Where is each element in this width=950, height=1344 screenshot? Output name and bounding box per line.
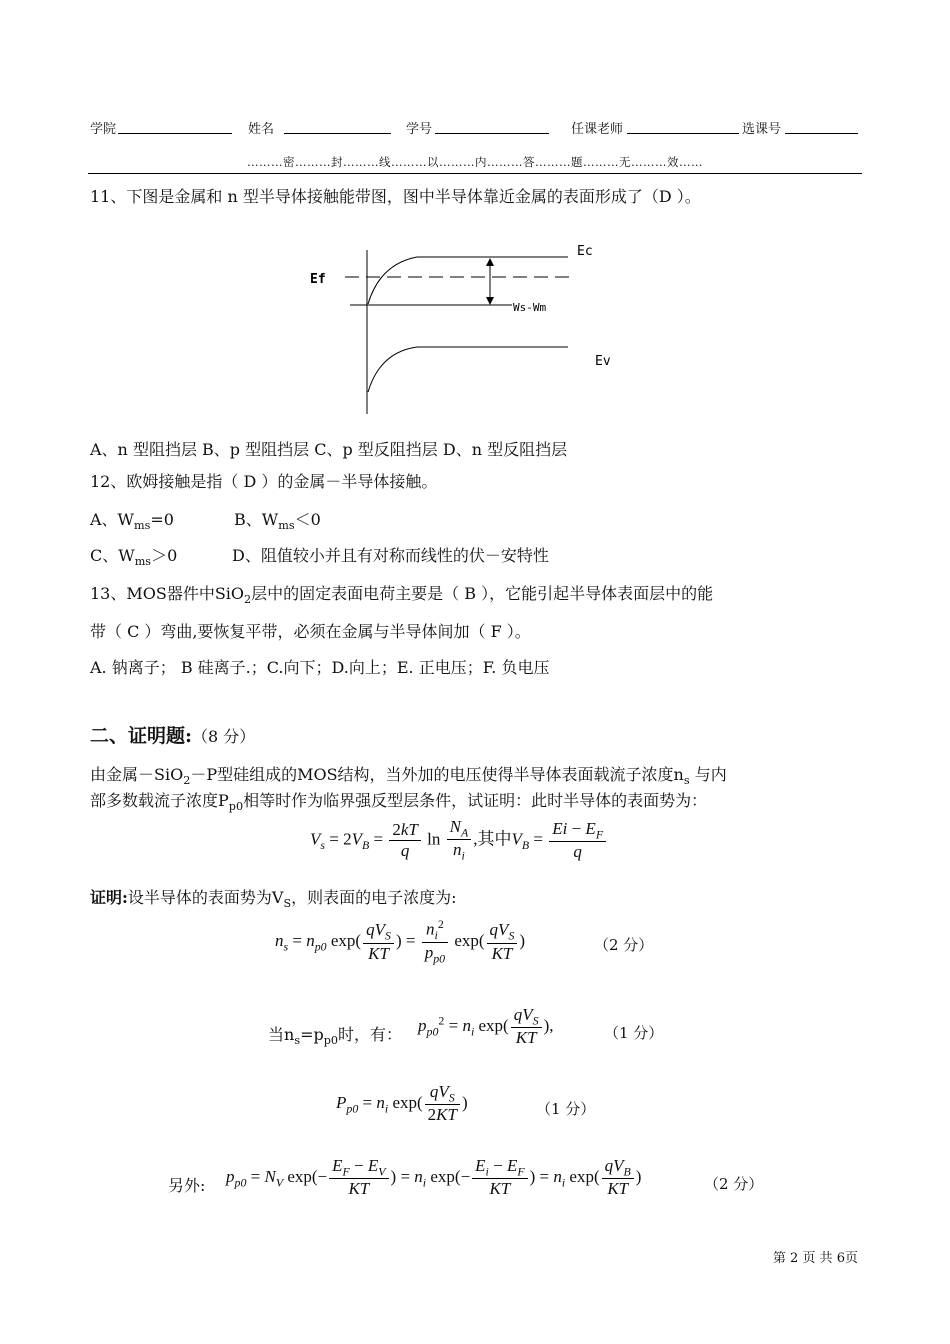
ec-label: Ec — [577, 244, 593, 259]
q13-line2: 带（ C ）弯曲,要恢复平带，必须在金属与半导体间加（ F ）。 — [90, 622, 531, 641]
seal-line: ………密………封………线………以………内………答………题………无………效…… — [247, 155, 703, 169]
score-2: （1 分） — [604, 1024, 664, 1042]
college-field — [118, 133, 232, 134]
condition-text: 当$n_s=p_{p0}$时，有： — [268, 1025, 403, 1048]
student-id-label: 学号 — [406, 122, 433, 137]
surface-potential-formula: $V_s = 2V_B$ = $\frac{2kT}{q}$ ln $\frac{N_A}{n_i}$ ,其中$V_B$ = $\frac{Ei - E_F}{q}$ — [310, 818, 608, 864]
electron-density-formula: $n_s = n_{p0}$ exp( $\frac{qV_S}{KT}$ ) = $\frac{n_i^2}{p_{p0}}$ exp( $\frac{qV_S}{KT}$ ) — [275, 917, 526, 966]
header-rule — [88, 173, 862, 174]
student-id-field — [435, 133, 549, 134]
q12-option-c: C、$W_{ms}>0$ — [90, 546, 178, 569]
section2-intro-2: 部多数载流子浓度$P_{p0}$相等时作为临界强反型层条件，试证明：此时半导体的表面势为： — [90, 791, 708, 814]
page-footer: 第 2 页 共 6页 — [772, 1251, 858, 1266]
teacher-field — [627, 133, 739, 134]
section2-intro-1: 由金属－SiO$_2$－P型硅组成的MOS结构，当外加的电压使得半导体表面载流子浓度$n_s$ 与内 — [90, 765, 727, 788]
name-field — [284, 133, 391, 134]
course-no-field — [785, 133, 858, 134]
pp0-formula: $P_{p0} = n_i$ exp( $\frac{qV_S}{2KT}$ ) — [336, 1082, 468, 1125]
ef-label: Ef — [310, 272, 326, 287]
ev-band — [368, 347, 568, 392]
score-4: （2 分） — [704, 1175, 764, 1193]
score-1: （2 分） — [594, 936, 654, 954]
name-label: 姓名 — [248, 122, 275, 137]
ws-wm-label: Ws-Wm — [513, 301, 547, 314]
q11-text: 11、下图是金属和 n 型半导体接触能带图，图中半导体靠近金属的表面形成了（D ）。 — [90, 187, 701, 206]
teacher-label: 任课老师 — [571, 122, 624, 137]
q12-option-b: B、$W_{ms}<0$ — [234, 510, 321, 533]
also-label: 另外: — [168, 1176, 206, 1195]
q13-line1: 13、MOS器件中SiO$_2$层中的固定表面电荷主要是（ B ），它能引起半导体表面层中的能 — [90, 584, 714, 607]
proof-intro: 证明:设半导体的表面势为$V_S$，则表面的电子浓度为: — [90, 888, 457, 911]
section2-heading: 二、证明题:（8 分） — [90, 725, 256, 747]
q12-text: 12、欧姆接触是指（ D ）的金属－半导体接触。 — [90, 472, 438, 491]
course-no-label: 选课号 — [742, 122, 782, 137]
q11-options: A、n 型阻挡层 B、p 型阻挡层 C、p 型反阻挡层 D、n 型反阻挡层 — [90, 440, 568, 459]
ev-label: Ev — [595, 354, 611, 369]
q13-line3: A. 钠离子； B 硅离子.；C.向下；D.向上；E. 正电压；F. 负电压 — [90, 658, 550, 677]
q12-option-d: D、阻值较小并且有对称而线性的伏－安特性 — [232, 546, 549, 565]
condition-formula: $p_{p0}^2 = n_i$ exp( $\frac{qV_S}{KT}$ ), — [418, 1005, 554, 1048]
score-3: （1 分） — [536, 1100, 596, 1118]
q12-option-a: A、$W_{ms}=0$ — [90, 510, 174, 533]
pp0-expansion-formula: $p_{p0} = N_V$ exp(− $\frac{E_F - E_V}{KT}$ ) = $n_i$ exp(− $\frac{E_i - E_F}{KT}$ ) = $n_i$ exp( $\frac{qV_B}{KT}$ ) — [226, 1156, 642, 1199]
band-diagram — [300, 230, 640, 420]
ec-band — [368, 257, 568, 304]
college-label: 学院 — [90, 122, 117, 137]
